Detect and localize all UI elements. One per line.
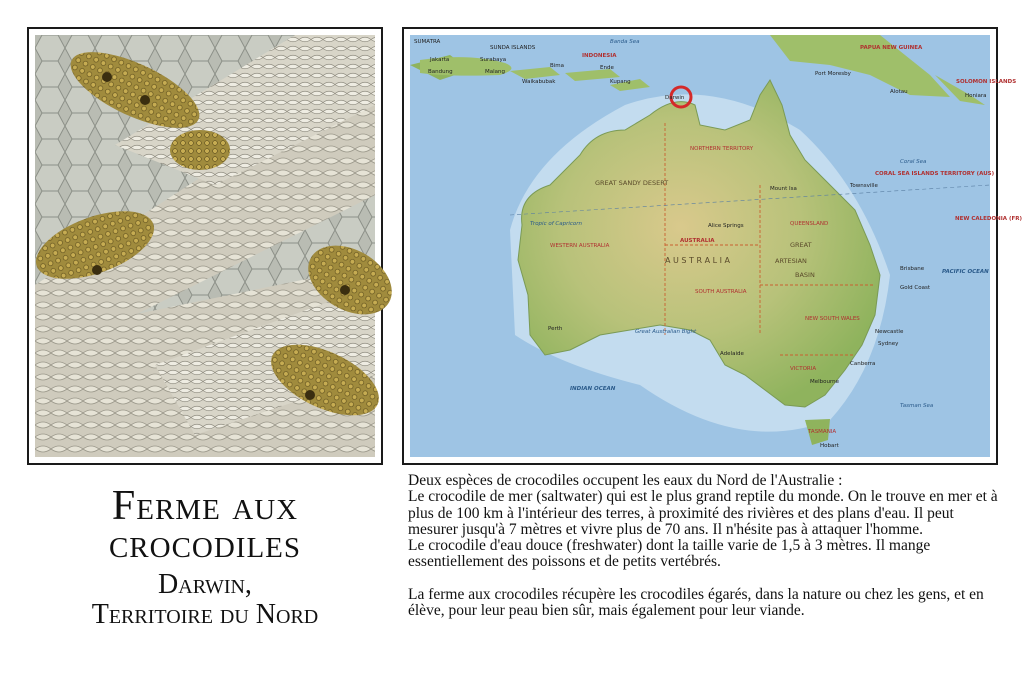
label-pacific-ocean: PACIFIC OCEAN [942,269,989,275]
label-kupang: Kupang [610,79,631,85]
label-alice-springs: Alice Springs [708,223,744,229]
label-coral-sea-islands: CORAL SEA ISLANDS TERRITORY (AUS) [875,171,995,177]
label-alotau: Alotau [890,89,908,95]
label-indonesia: INDONESIA [582,53,617,59]
label-gold-coast: Gold Coast [900,285,930,291]
label-waikabubak: Waikabubak [522,79,556,85]
description-intro: Deux espèces de crocodiles occupent les eaux du Nord de l'Australie : [408,472,843,489]
subtitle-line-1: Darwin, [158,569,252,600]
label-brisbane: Brisbane [900,266,925,272]
subtitle-line-2: Territoire du Nord [91,599,319,630]
label-surabaya: Surabaya [480,57,507,63]
label-jakarta: Jakarta [430,57,450,63]
map-frame [402,27,1022,465]
label-mount-isa: Mount Isa [770,186,797,192]
label-tropic: Tropic of Capricorn [530,221,583,227]
description-text [408,473,998,619]
photo-frame [27,27,383,465]
label-sunda-islands: SUNDA ISLANDS [490,45,536,51]
crocodile-photo-graphic [35,35,375,457]
label-new-south-wales: NEW SOUTH WALES [805,316,860,322]
label-townsville: Townsville [850,183,878,189]
label-canberra: Canberra [850,361,876,367]
title-line-1: Ferme aux [111,483,299,529]
label-western-australia: WESTERN AUSTRALIA [550,243,610,249]
australia-map [410,35,1022,457]
label-adelaide: Adelaide [720,351,744,357]
label-bima: Bima [550,63,565,69]
label-melbourne: Melbourne [810,379,840,385]
title-line-2: crocodiles [108,521,302,567]
label-solomon: SOLOMON ISLANDS [956,79,1017,85]
label-malang: Malang [485,69,505,75]
australia-map-graphic [410,35,1022,457]
label-australia-big: A U S T R A L I A [665,256,730,265]
label-port-moresby: Port Moresby [815,71,851,77]
label-png: PAPUA NEW GUINEA [860,45,923,51]
label-victoria: VICTORIA [790,366,817,372]
label-basin: BASIN [795,271,815,279]
paragraph-gap [408,571,998,587]
label-coral-sea: Coral Sea [900,159,927,165]
label-tasmania: TASMANIA [808,429,837,435]
label-ende: Ende [600,65,614,71]
label-banda-sea: Banda Sea [610,39,640,45]
description-freshwater: Le crocodile d'eau douce (freshwater) dont la taille varie de 1,5 à 3 mètres. Il mange essentiellement des poissons et de petits vertébrés. [408,537,931,571]
label-australia-country: AUSTRALIA [680,238,715,244]
label-great-sandy-desert: GREAT SANDY DESERT [595,179,669,187]
label-new-caledonia: NEW CALEDONIA (FR) [955,216,1022,222]
label-darwin: Darwin [665,95,685,101]
crocodile-photo [35,35,375,457]
label-bandung: Bandung [428,69,453,75]
label-artesian: ARTESIAN [775,257,807,265]
label-perth: Perth [548,326,563,332]
label-sumatra: SUMATRA [414,39,441,45]
label-hobart: Hobart [820,443,839,449]
label-sydney: Sydney [878,341,899,347]
label-northern-territory: NORTHERN TERRITORY [690,146,754,152]
label-tasman-sea: Tasman Sea [900,403,934,409]
description-saltwater: Le crocodile de mer (saltwater) qui est le plus grand reptile du monde. On le trouve en mer et à plus de 100 km à l'intérieur des terres, à proximité des rivières et des plans d'eau. Il peut mesurer jusqu'à 7 mètres et vivre plus de 70 ans. Il n'hésite pas à attaquer l'homme. [408,488,998,538]
label-indian-ocean: INDIAN OCEAN [570,386,616,392]
label-honiara: Honiara [965,93,987,99]
label-great-australian-bight: Great Australian Bight [635,329,697,335]
description-farm: La ferme aux crocodiles récupère les crocodiles égarés, dans la nature ou chez les gens, et en élève, pour leur peau bien sûr, mais également pour leur viande. [408,585,984,620]
title-block [30,485,380,629]
label-queensland: QUEENSLAND [790,221,829,227]
label-south-australia: SOUTH AUSTRALIA [695,289,747,295]
label-newcastle: Newcastle [875,329,904,335]
label-great: GREAT [790,241,812,249]
